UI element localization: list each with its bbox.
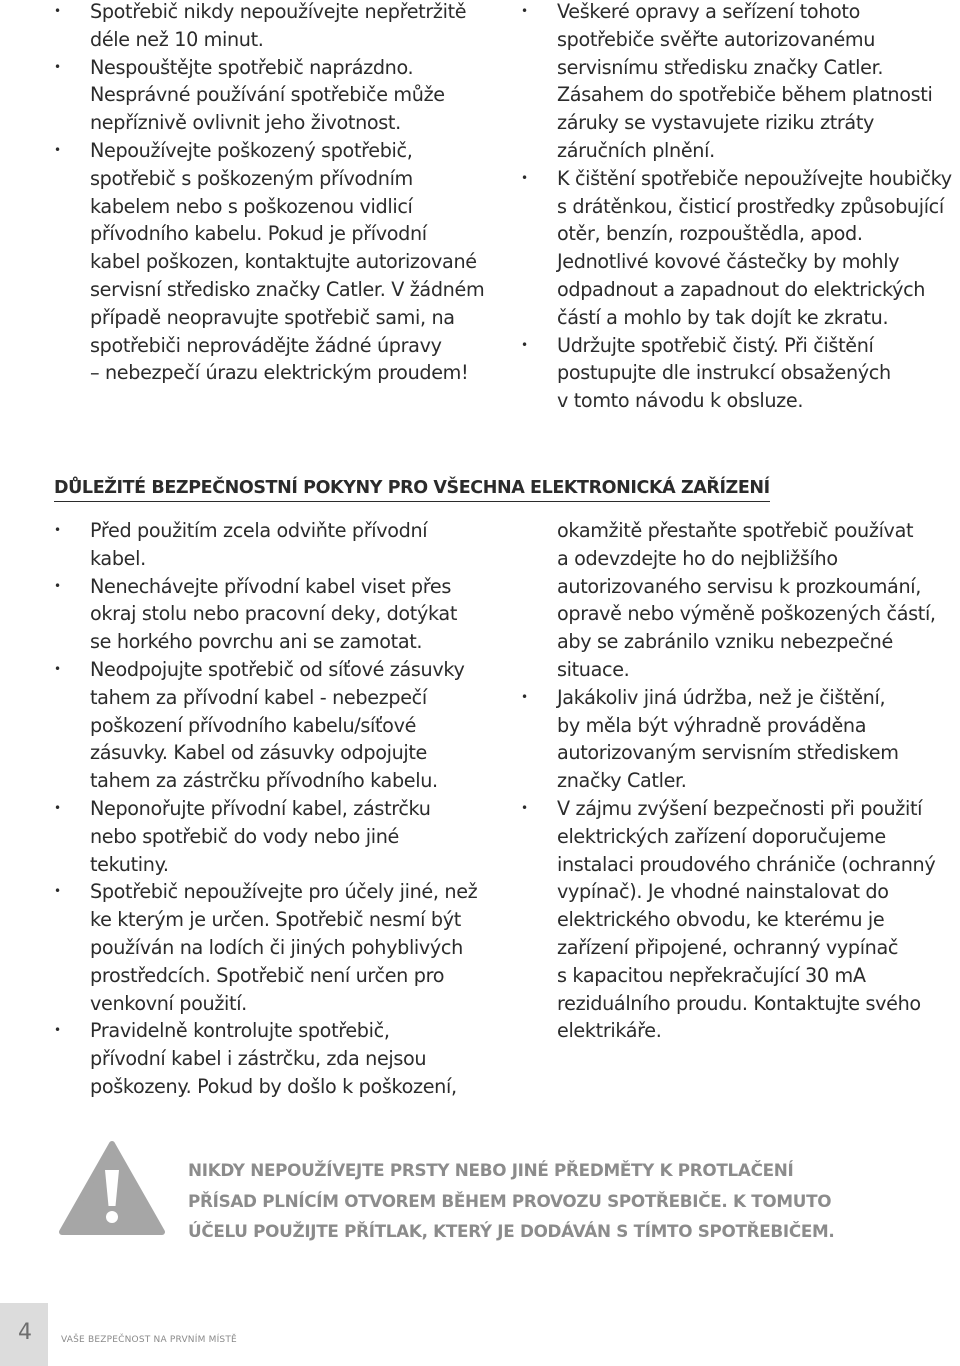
- list-item: • Neponořujte přívodní kabel, zástrčku nebo spotřebič do vody nebo jiné tekutiny.: [54, 795, 514, 878]
- list-item: • Udržujte spotřebič čistý. Při čištění postupujte dle instrukcí obsažených v tomto návodu k obsluze.: [521, 332, 960, 415]
- list-item: • K čištění spotřebiče nepoužívejte houbičky s drátěnkou, čisticí prostředky způsobující otěr, benzín, rozpouštědla, apod. Jednotlivé kovové částečky by mohly odpadnout a zapadnout do elektrických částí a mohlo by tak dojít ke zkratu.: [521, 165, 960, 332]
- footer-label: VAŠE BEZPEČNOST NA PRVNÍM MÍSTĚ: [61, 1335, 237, 1345]
- list-item: • Spotřebič nikdy nepoužívejte nepřetržitě déle než 10 minut.: [54, 0, 514, 54]
- list-item: • Spotřebič nepoužívejte pro účely jiné, než ke kterým je určen. Spotřebič nesmí být používán na lodích či jiných pohyblivých prostředcích. Spotřebič není určen pro venkovní použití.: [54, 878, 514, 1017]
- list-item: • Nespouštějte spotřebič naprázdno. Nesprávné používání spotřebiče může nepříznivě ovlivnit jeho životnost.: [54, 54, 514, 137]
- instructions-list-top-right: [521, 0, 960, 415]
- list-item: • Jakákoliv jiná údržba, než je čištění, by měla být výhradně prováděna autorizovaným servisním střediskem značky Catler.: [521, 684, 960, 795]
- list-item: • Před použitím zcela odviňte přívodní kabel.: [54, 517, 514, 573]
- instructions-list-mid-right: [521, 517, 960, 1045]
- section-heading: DŮLEŽITÉ BEZPEČNOSTNÍ POKYNY PRO VŠECHNA ELEKTRONICKÁ ZAŘÍZENÍ: [54, 478, 770, 502]
- instructions-list-mid-left: [54, 517, 514, 1101]
- warning-triangle-icon: [58, 1140, 166, 1236]
- list-item: • V zájmu zvýšení bezpečnosti při použití elektrických zařízení doporučujeme instalaci proudového chrániče (ochranný vypínač). Je vhodné nainstalovat do elektrického obvodu, ke kterému je zařízení připojené, ochranný vypínač s kapacitou nepřekračující 30 mA reziduálního proudu. Kontaktujte svého elektrikáře.: [521, 795, 960, 1045]
- warning-text: NIKDY NEPOUŽÍVEJTE PRSTY NEBO JINÉ PŘEDMĚTY K PROTLAČENÍ PŘÍSAD PLNÍCÍM OTVOREM BĚHEM PROVOZU SPOTŘEBIČE. K TOMUTO ÚČELU POUŽIJTE PŘÍTLAK, KTERÝ JE DODÁVÁN S TÍMTO SPOTŘEBIČEM.: [188, 1160, 835, 1241]
- list-item: • Nenechávejte přívodní kabel viset přes okraj stolu nebo pracovní deky, dotýkat se horkého povrchu ani se zamotat.: [54, 573, 514, 656]
- instructions-list-top-left: [54, 0, 514, 387]
- list-item: • Neodpojujte spotřebič od síťové zásuvky tahem za přívodní kabel - nebezpečí poškození přívodního kabelu/síťové zásuvky. Kabel od zásuvky odpojujte tahem za zástrčku přívodního kabelu.: [54, 656, 514, 795]
- list-item: okamžitě přestaňte spotřebič používat a odevzdejte ho do nejbližšího autorizovaného servisu k prozkoumání, opravě nebo výměně poškozených částí, aby se zabránilo vzniku nebezpečné situace.: [557, 519, 936, 681]
- page-number: 4: [18, 1320, 32, 1345]
- list-item: • Veškeré opravy a seřízení tohoto spotřebiče svěřte autorizovanému servisnímu středisku značky Catler. Zásahem do spotřebiče během platnosti záruky se vystavujete riziku ztráty záručních plnění.: [521, 0, 960, 165]
- list-item: • Nepoužívejte poškozený spotřebič, spotřebič s poškozeným přívodním kabelem nebo s poškozenou vidlicí přívodního kabelu. Pokud je přívodní kabel poškozen, kontaktujte autorizované servisní středisko značky Catler. V žádném případě neopravujte spotřebič sami, na spotřebiči neprovádějte žádné úpravy – nebezpečí úrazu elektrickým proudem!: [54, 137, 514, 387]
- list-item: • Pravidelně kontrolujte spotřebič, přívodní kabel i zástrčku, zda nejsou poškozeny. Pokud by došlo k poškození,: [54, 1017, 514, 1100]
